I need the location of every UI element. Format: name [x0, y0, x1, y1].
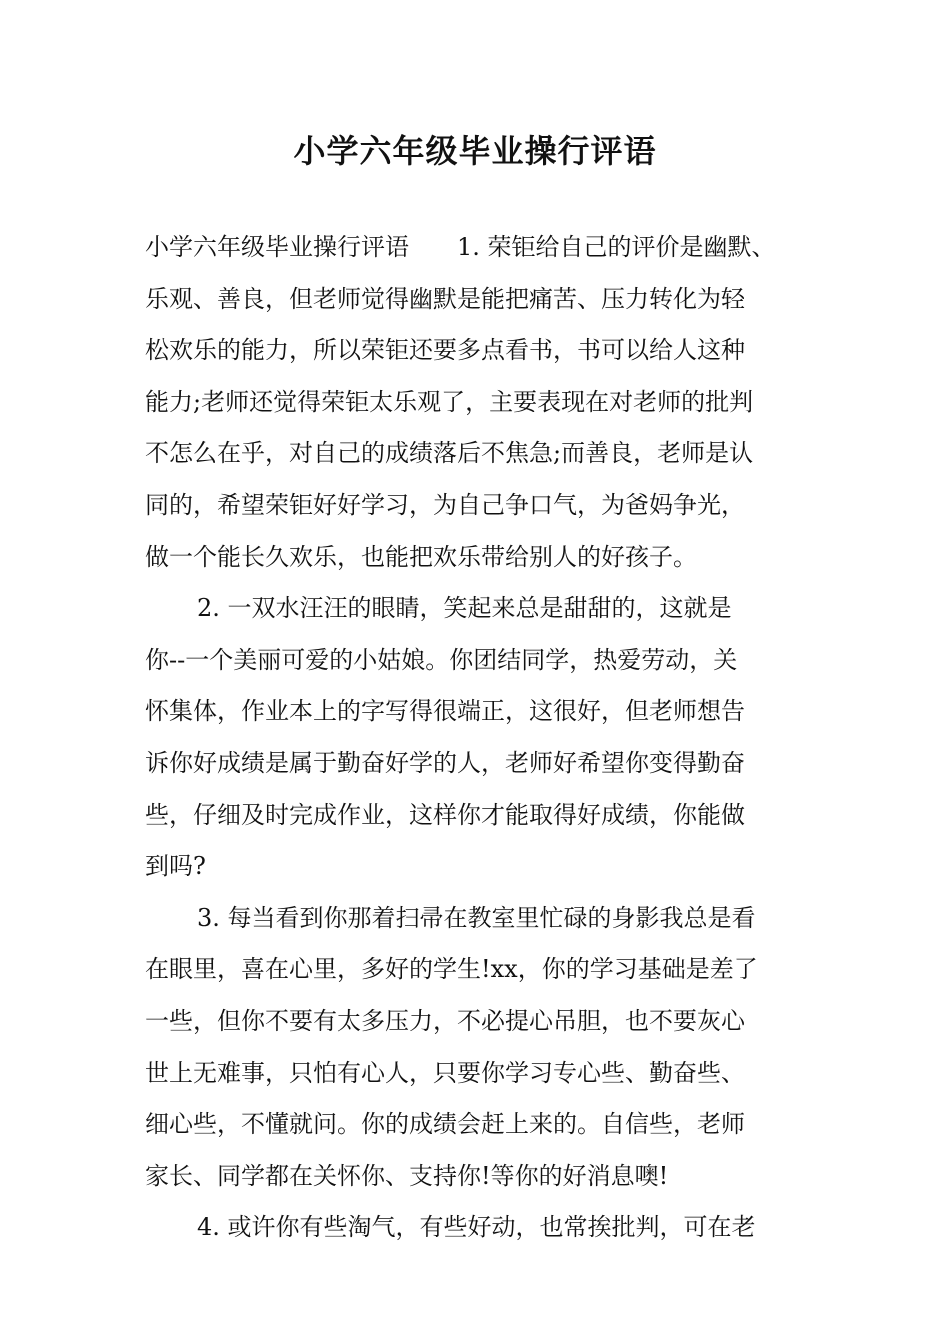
paragraph-line: 家长、同学都在关怀你、支持你!等你的好消息噢! [145, 1161, 669, 1190]
paragraph-line: 些，仔细及时完成作业，这样你才能取得好成绩，你能做 [145, 800, 745, 829]
paragraph-line: 世上无难事，只怕有心人，只要你学习专心些、勤奋些、 [145, 1058, 745, 1087]
document-body [145, 222, 815, 1254]
paragraph-line: 4. 或许你有些淘气，有些好动，也常挨批判，可在老 [197, 1213, 756, 1242]
document-title: 小学六年级毕业操行评语 [293, 132, 657, 170]
paragraph-line: 松欢乐的能力，所以荣钜还要多点看书，书可以给人这种 [145, 336, 745, 365]
paragraph-line: 在眼里，喜在心里，多好的学生!xx，你的学习基础是差了 [145, 955, 758, 984]
paragraph-line: 同的，希望荣钜好好学习，为自己争口气，为爸妈争光， [145, 490, 745, 519]
paragraph-line: 3. 每当看到你那着扫帚在教室里忙碌的身影我总是看 [197, 903, 756, 932]
paragraph-line: 小学六年级毕业操行评语 1. 荣钜给自己的评价是幽默、 [145, 233, 776, 261]
paragraph-line: 一些，但你不要有太多压力，不必提心吊胆，也不要灰心 [145, 1006, 745, 1035]
paragraph-line: 细心些，不懂就问。你的成绩会赶上来的。自信些，老师 [145, 1110, 745, 1139]
paragraph-line: 诉你好成绩是属于勤奋好学的人，老师好希望你变得勤奋 [145, 748, 745, 777]
paragraph-line: 做一个能长久欢乐，也能把欢乐带给别人的好孩子。 [145, 542, 697, 571]
paragraph-line: 到吗? [145, 852, 206, 881]
paragraph-line: 不怎么在乎，对自己的成绩落后不焦急;而善良，老师是认 [145, 439, 754, 468]
paragraph-line: 你--一个美丽可爱的小姑娘。你团结同学，热爱劳动，关 [145, 645, 738, 674]
paragraph-line: 2. 一双水汪汪的眼睛，笑起来总是甜甜的，这就是 [197, 594, 732, 623]
paragraph-line: 乐观、善良，但老师觉得幽默是能把痛苦、压力转化为轻 [145, 284, 745, 313]
paragraph-line: 怀集体，作业本上的字写得很端正，这很好，但老师想告 [145, 697, 745, 726]
paragraph-line: 能力;老师还觉得荣钜太乐观了，主要表现在对老师的批判 [145, 387, 754, 416]
